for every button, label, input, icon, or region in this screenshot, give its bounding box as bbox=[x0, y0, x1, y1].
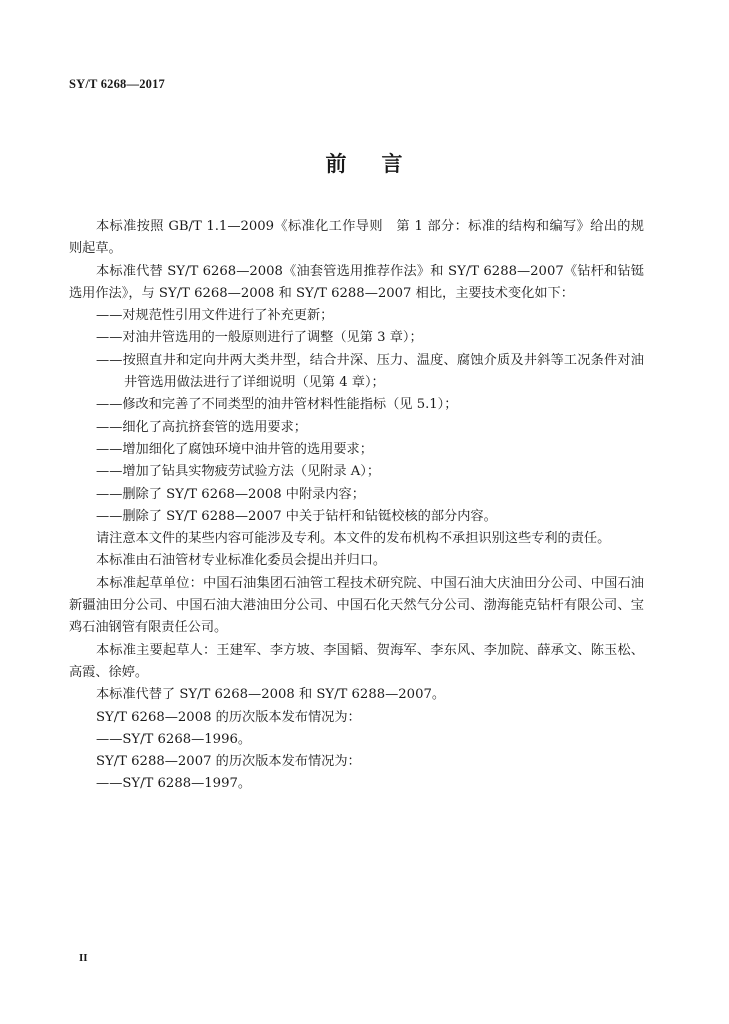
paragraph-replacement: 本标准代替 SY/T 6268—2008《油套管选用推荐作法》和 SY/T 6288—2007《钻杆和钻铤选用作法》，与 SY/T 6268—2008 和 SY/T 6288—2007 相比，主要技术变化如下： bbox=[69, 263, 644, 301]
history-item: ——SY/T 6268—1996。 bbox=[96, 731, 252, 747]
paragraph-supersedes: 本标准代替了 SY/T 6268—2008 和 SY/T 6288—2007。 bbox=[96, 687, 446, 703]
change-item: ——增加细化了腐蚀环境中油井管的选用要求； bbox=[96, 441, 373, 457]
change-item: ——增加了钻具实物疲劳试验方法（见附录 A）； bbox=[96, 464, 381, 480]
paragraph-proposer: 本标准由石油管材专业标准化委员会提出并归口。 bbox=[96, 553, 387, 569]
paragraph-drafting-units: 本标准起草单位：中国石油集团石油管工程技术研究院、中国石油大庆油田分公司、中国石油新疆油田分公司、中国石油大港油田分公司、中国石化天然气分公司、渤海能克钻杆有限公司、宝鸡石油钢管有限责任公司。 bbox=[69, 575, 644, 636]
change-item: ——细化了高抗挤套管的选用要求； bbox=[96, 419, 307, 435]
paragraph-history-6268: SY/T 6268—2008 的历次版本发布情况为： bbox=[96, 709, 361, 725]
title-char-1: 前 bbox=[325, 152, 348, 176]
paragraph-history-6288: SY/T 6288—2007 的历次版本发布情况为： bbox=[96, 754, 361, 770]
change-item: ——对油井管选用的一般原则进行了调整（见第 3 章）； bbox=[96, 330, 423, 346]
standard-code-header: SY/T 6268—2017 bbox=[69, 77, 165, 91]
change-item: ——删除了 SY/T 6288—2007 中关于钻杆和钻铤校核的部分内容。 bbox=[96, 508, 497, 524]
change-item: ——删除了 SY/T 6268—2008 中附录内容； bbox=[96, 486, 365, 502]
page-number: II bbox=[79, 952, 88, 964]
history-item: ——SY/T 6288—1997。 bbox=[96, 776, 252, 792]
change-item: ——按照直井和定向井两大类井型，结合井深、压力、温度、腐蚀介质及井斜等工况条件对油井管选用做法进行了详细说明（见第 4 章）； bbox=[96, 352, 644, 391]
paragraph-drafting-rules: 本标准按照 GB/T 1.1—2009《标准化工作导则 第 1 部分：标准的结构和编写》给出的规则起草。 bbox=[69, 219, 644, 257]
page-title bbox=[0, 148, 729, 178]
change-item: ——修改和完善了不同类型的油井管材料性能指标（见 5.1）； bbox=[96, 397, 458, 413]
title-char-2: 言 bbox=[381, 152, 404, 176]
paragraph-patent-notice: 请注意本文件的某些内容可能涉及专利。本文件的发布机构不承担识别这些专利的责任。 bbox=[96, 531, 611, 547]
paragraph-drafters: 本标准主要起草人：王建军、李方坡、李国韬、贺海军、李东风、李加院、薛承文、陈玉松、高霞、徐婷。 bbox=[69, 642, 644, 680]
change-item: ——对规范性引用文件进行了补充更新； bbox=[96, 308, 334, 324]
foreword-body bbox=[69, 216, 644, 796]
